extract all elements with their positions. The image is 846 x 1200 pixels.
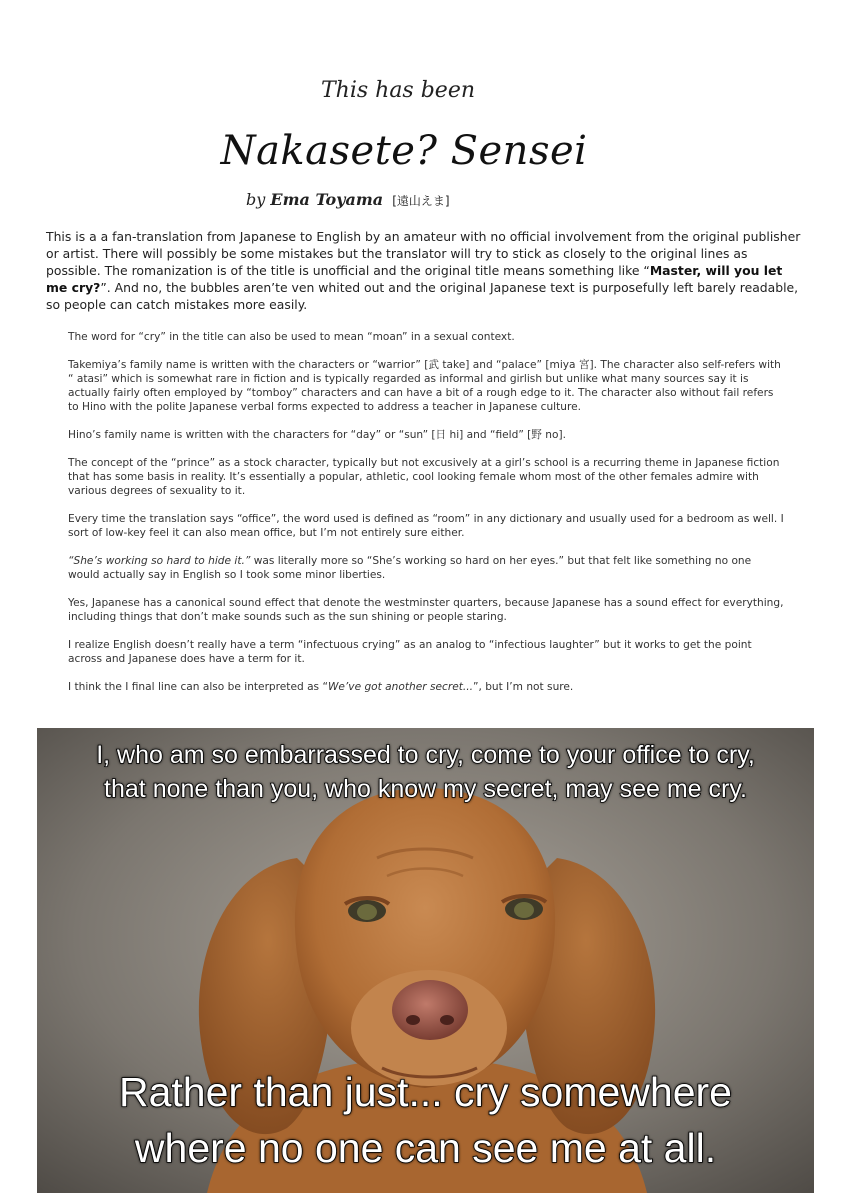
intro-text-after: ”. And no, the bubbles aren’te ven whited out and the original Japanese text is purposefully left barely readable, so people can catch mistakes more easily. [46, 280, 799, 312]
translation-notes [68, 330, 786, 708]
note-6-quote: “She’s working so hard to hide it.” [68, 555, 251, 567]
by-label: by [246, 190, 266, 209]
meme-top-line-1: I, who am so embarrassed to cry, come to your office to cry, [96, 741, 755, 769]
intro-title-meaning: Master, will you let me cry? [46, 263, 783, 295]
intro-paragraph [46, 228, 804, 313]
puppy-nose [392, 980, 468, 1040]
author-line [246, 190, 450, 209]
puppy-right-eye-iris [514, 902, 534, 918]
note-1: The word for “cry” in the title can also be used to mean “moan” in a sexual context. [68, 331, 515, 343]
note-2: Takemiya’s family name is written with the characters or “warrior” [武 take] and “palace” [miya 宮]. The character also self-refers with “ atasi” which is somewhat rare in fiction and is typically regarded as informal and girlish but unlike what many sources say it is actually fairly often employed by “tomboy” characters and can have a bit of a rough edge to it. The character also without fail refers to Hino with the polite Japanese verbal forms expected to address a teacher in Japanese culture. [68, 359, 781, 413]
header-line: This has been [320, 78, 476, 103]
puppy-left-eye-iris [357, 904, 377, 920]
note-6 [68, 554, 786, 582]
intro-text-before: This is a a fan-translation from Japanese to English by an amateur with no official involvement from the original publisher or artist. There will possibly be some mistakes but the translator will try to stick as closely to the original lines as possible. The romanization is of the title is unofficial and the original title means something like “ [46, 229, 801, 278]
author-name-japanese: [遠山えま] [392, 194, 450, 208]
meme-bottom-caption [37, 1064, 814, 1176]
note-5: Every time the translation says “office”, the word used is defined as “room” in any dictionary and usually used for a bedroom as well. I sort of low-key feel it can also mean office, but I’m not entirely sure either. [68, 513, 784, 539]
note-9-before: I think the I final line can also be interpreted as “ [68, 681, 328, 693]
meme-top-caption [37, 738, 814, 806]
note-9-after: ”, but I’m not sure. [472, 681, 574, 693]
note-6-text: was literally more so “She’s working so hard on her eyes.” but that felt like something no one would actually say in English so I took some minor liberties. [68, 555, 752, 581]
note-7: Yes, Japanese has a canonical sound effect that denote the westminster quarters, because Japanese has a sound effect for everything, including things that don’t make sounds such as the sun shining or people staring. [68, 597, 784, 623]
puppy-right-nostril [440, 1015, 454, 1025]
page-title: Nakasete? Sensei [220, 128, 588, 174]
meme-bottom-line-2: where no one can see me at all. [134, 1125, 717, 1171]
note-9-quote: We’ve got another secret... [327, 681, 473, 693]
note-8: I realize English doesn’t really have a term “infectuous crying” as an analog to “infectious laughter” but it works to get the point across and Japanese does have a term for it. [68, 639, 752, 665]
author-name: Ema Toyama [270, 190, 384, 209]
note-4: The concept of the “prince” as a stock character, typically but not excusively at a girl’s school is a recurring theme in Japanese fiction that has some basis in reality. It’s essentially a popular, athletic, cool looking female whom most of the other females admire with various degrees of sexuality to it. [68, 457, 780, 497]
puppy-left-nostril [406, 1015, 420, 1025]
meme-bottom-line-1: Rather than just... cry somewhere [119, 1069, 732, 1115]
puppy-meme-image [37, 728, 814, 1193]
meme-top-line-2: that none than you, who know my secret, may see me cry. [104, 775, 747, 803]
note-9 [68, 680, 786, 694]
note-3: Hino’s family name is written with the characters for “day” or “sun” [日 hi] and “field” [野 no]. [68, 429, 566, 441]
